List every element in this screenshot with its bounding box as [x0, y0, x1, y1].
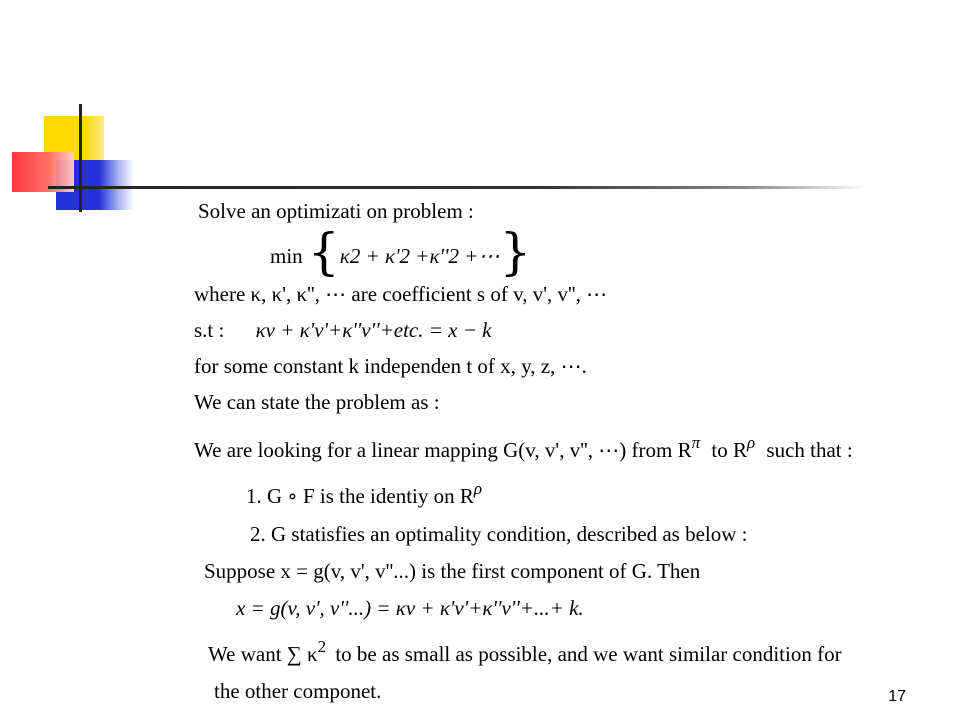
suppose-line: Suppose x = g(v, v', v''...) is the first component of G. Then [204, 559, 701, 583]
constraint-line [194, 318, 491, 342]
mapping-text-c: such that : [766, 438, 853, 462]
want-superscript: 2 [317, 637, 327, 656]
mapping-text-b: to R [711, 438, 747, 462]
objective-line [270, 223, 532, 281]
constraint-label: s.t : [194, 318, 225, 342]
coefficients-line: where κ, κ', κ'', ⋯ are coefficient s of v, v', v'', ⋯ [194, 282, 608, 306]
want-text-a: We want ∑ κ [208, 642, 318, 666]
restate-line: We can state the problem as : [194, 390, 440, 414]
condition-1-rho: ρ [473, 479, 483, 498]
want-text-b: to be as small as possible, and we want similar condition for [335, 642, 842, 666]
mapping-line [194, 433, 853, 464]
mapping-text-a: We are looking for a linear mapping G(v, v', v'', ⋯) from R [194, 438, 692, 462]
title-divider [48, 186, 868, 189]
page-number: 17 [888, 688, 906, 705]
pi-superscript: π [691, 433, 701, 452]
problem-statement: Solve an optimizati on problem : [198, 199, 474, 223]
condition-2: 2. G statisfies an optimality condition, described as below : [250, 522, 748, 546]
rho-superscript: ρ [746, 433, 756, 452]
component-equation: x = g(v, v', v''...) = κv + κ'v'+κ''v''+...+ k. [236, 596, 584, 620]
condition-1 [246, 479, 483, 510]
brace-close: } [499, 223, 532, 281]
condition-1-text: 1. G ∘ F is the identiy on R [246, 484, 474, 508]
min-operator: min [270, 244, 303, 268]
decor-vertical-rule [79, 104, 82, 212]
brace-open: { [307, 223, 340, 281]
constant-line: for some constant k independen t of x, y, z, ⋯. [194, 354, 587, 378]
constraint-expression: κv + κ'v'+κ''v''+etc. = x − k [255, 318, 492, 342]
other-component-line: the other componet. [214, 679, 382, 703]
objective-expression: κ2 + κ'2 +κ''2 +⋯ [339, 244, 500, 268]
want-line [208, 637, 842, 668]
